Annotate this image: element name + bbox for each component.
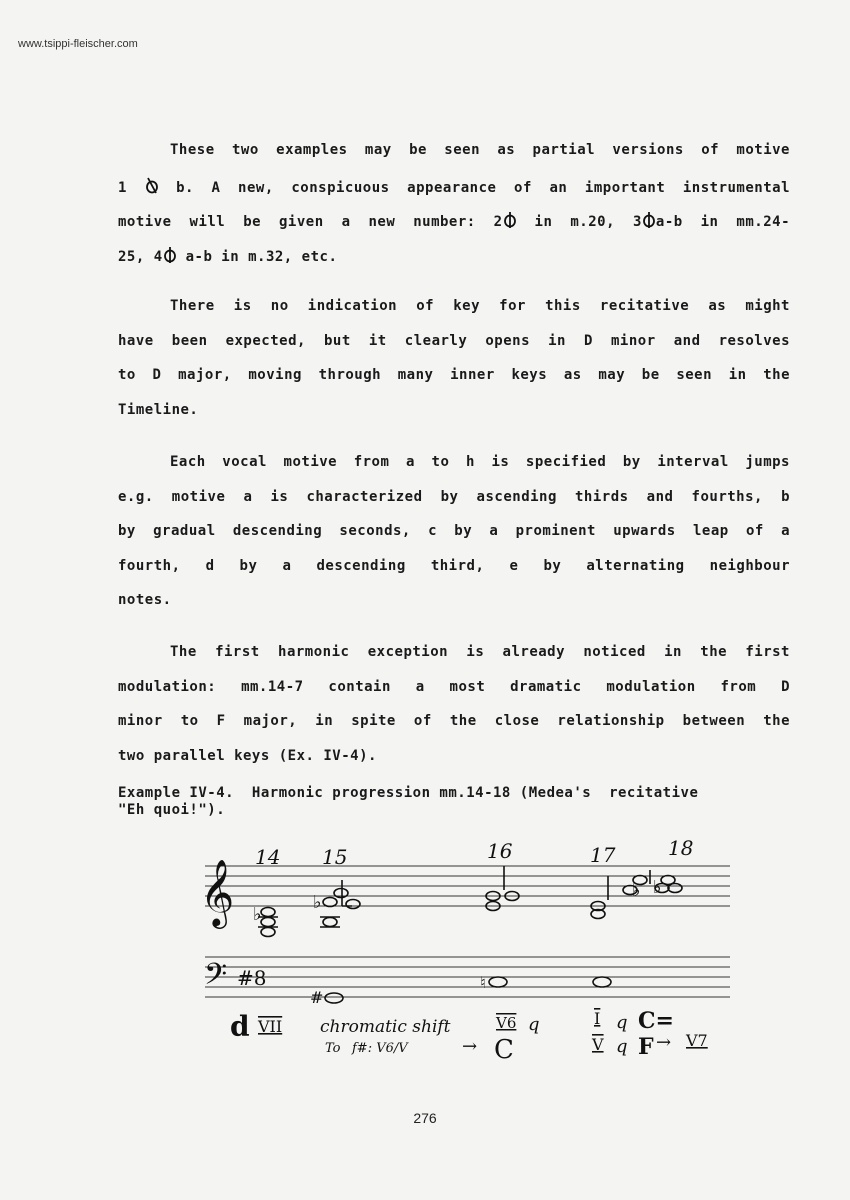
text-line: to D major, moving through many inner keys as may be seen in the xyxy=(118,367,790,383)
bass-staff xyxy=(205,957,730,997)
measure-number: 14 xyxy=(255,845,281,869)
annotation-arrow: → xyxy=(462,1036,478,1057)
page-number: 276 xyxy=(413,1110,437,1126)
text-line: notes. xyxy=(118,592,172,608)
text-line: The first harmonic exception is already noticed in the first xyxy=(170,644,790,660)
treble-notes xyxy=(258,866,682,937)
annotation-d: d xyxy=(230,1010,250,1043)
bass-clef-icon: 𝄢 xyxy=(204,958,228,999)
annotation-to: To xyxy=(325,1041,341,1056)
harmonic-annotations xyxy=(230,1008,708,1065)
measure-number: 16 xyxy=(487,839,513,863)
treble-staff xyxy=(205,866,730,906)
annotation-chromatic-shift: chromatic shift xyxy=(320,1017,451,1037)
annotation-q: q xyxy=(528,1014,540,1035)
text-line: 25, 4 a-b in m.32, etc. xyxy=(118,246,790,281)
text-line: Each vocal motive from a to h is specified by interval jumps xyxy=(170,454,790,470)
text-line: Timeline. xyxy=(118,401,199,418)
annotation-v7: V7 xyxy=(686,1031,708,1050)
text-line: 1 b. A new, conspicuous appearance of an important instrumental xyxy=(118,177,790,212)
text-line: motive will be given a new number: 2 in m.20, 3 a-b in mm.24- xyxy=(118,211,790,246)
annotation-v: V xyxy=(592,1035,604,1054)
measure-number: 15 xyxy=(322,845,348,869)
svg-text:♭: ♭ xyxy=(632,880,641,901)
svg-text:♭: ♭ xyxy=(253,904,262,925)
text-line: minor to F major, in spite of the close relationship between the xyxy=(118,713,790,729)
text-line: have been expected, but it clearly opens in D minor and resolves xyxy=(118,332,790,349)
measure-number: 18 xyxy=(668,836,694,860)
annotation-c-equals: C= xyxy=(638,1008,674,1034)
text-line: modulation: mm.14-7 contain a most dramatic modulation from D xyxy=(118,678,790,695)
annotation-v6: V6 xyxy=(496,1014,517,1032)
measure-number: 17 xyxy=(590,843,616,867)
caption-line-1: Example IV-4. Harmonic progression mm.14-18 (Medea's recitative xyxy=(118,785,699,801)
annotation-fsharp: f#: V6/V xyxy=(352,1041,408,1056)
text-line: fourth, d by a descending third, e by alternating neighbour xyxy=(118,557,790,574)
annotation-c-key: C xyxy=(494,1035,514,1065)
text-line: These two examples may be seen as partial versions of motive xyxy=(170,142,790,158)
text-line: by gradual descending seconds, c by a prominent upwards leap of a xyxy=(118,523,790,539)
bass-notes xyxy=(325,977,611,1003)
caption-line-2: "Eh quoi!"). xyxy=(118,802,226,818)
natural-accidental: ♮ xyxy=(480,973,486,992)
annotation-f-key: F xyxy=(638,1034,654,1060)
text-line: There is no indication of key for this recitative as might xyxy=(170,298,790,314)
annotation-q: q xyxy=(616,1012,628,1033)
annotation-q: q xyxy=(616,1036,628,1057)
text-line: two parallel keys (Ex. IV-4). xyxy=(118,747,377,764)
annotation-arrow: → xyxy=(656,1032,672,1053)
website-url[interactable]: www.tsippi-fleischer.com xyxy=(18,38,138,50)
text-line: e.g. motive a is characterized by ascending thirds and fourths, b xyxy=(118,488,790,505)
svg-text:♭: ♭ xyxy=(653,877,662,898)
svg-text:♭: ♭ xyxy=(313,892,322,913)
annotation-vii: VII xyxy=(258,1017,283,1036)
annotation-i: I xyxy=(594,1009,601,1028)
sharp-accidental: # xyxy=(310,988,324,1007)
treble-clef-icon: 𝄞 xyxy=(200,858,235,926)
bass-key-chord: #8 xyxy=(237,966,267,990)
